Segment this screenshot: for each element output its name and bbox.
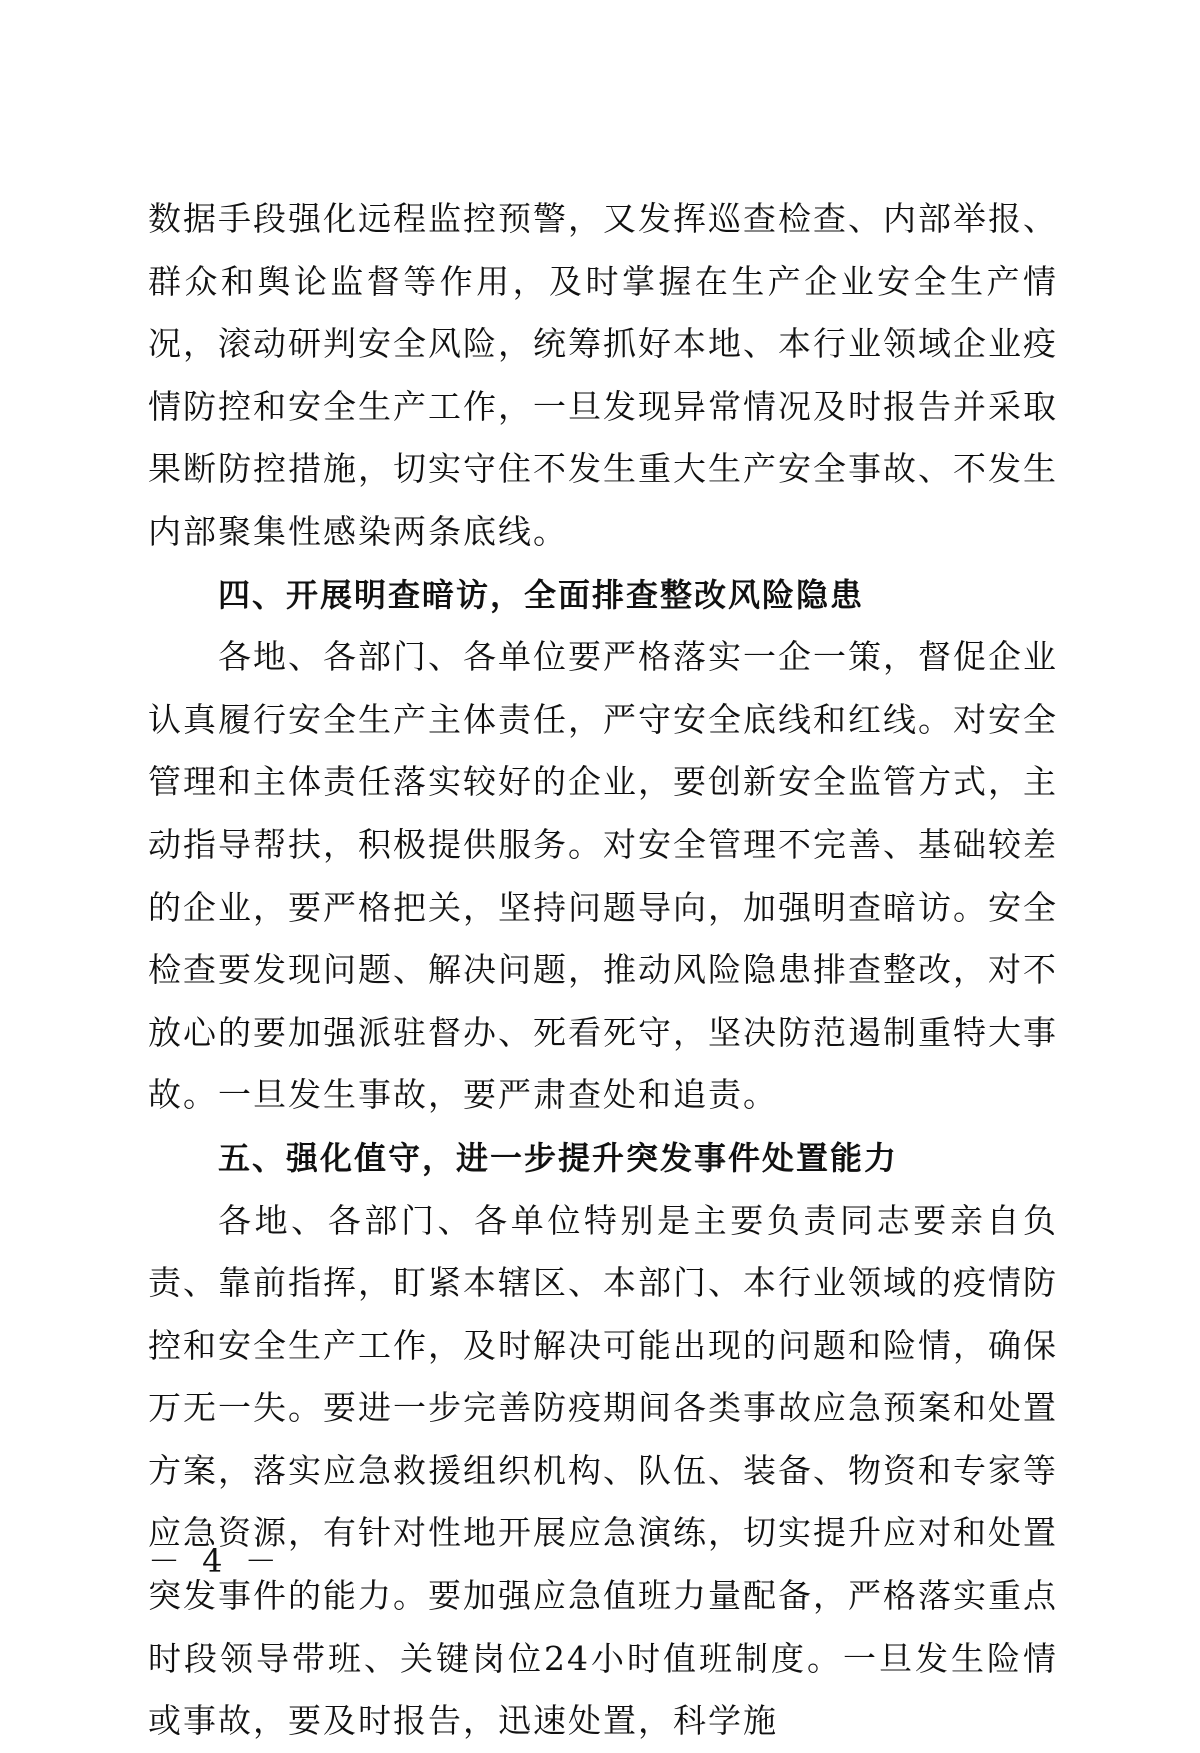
body-paragraph: 各地、各部门、各单位要严格落实一企一策，督促企业认真履行安全生产主体责任，严守安全底线和红线。对安全管理和主体责任落实较好的企业，要创新安全监管方式，主动指导帮扶，积极提供服务。对安全管理不完善、基础较差的企业，要严格把关，坚持问题导向，加强明查暗访。安全检查要发现问题、解决问题，推动风险隐患排查整改，对不放心的要加强派驻督办、死看死守，坚决防范遏制重特大事故。一旦发生事故，要严肃查处和追责。: [148, 637, 1058, 1115]
section-heading: 五、强化值守，进一步提升突发事件处置能力: [218, 1138, 899, 1177]
body-paragraph: 各地、各部门、各单位特别是主要负责同志要亲自负责、靠前指挥，盯紧本辖区、本部门、本行业领域的疫情防控和安全生产工作，及时解决可能出现的问题和险情，确保万无一失。要进一步完善防疫期间各类事故应急预案和处置方案，落实应急救援组织机构、队伍、装备、物资和专家等应急资源，有针对性地开展应急演练，切实提升应对和处置突发事件的能力。要加强应急值班力量配备，严格落实重点时段领导带班、关键岗位24小时值班制度。一旦发生险情或事故，要及时报告，迅速处置，科学施: [148, 1200, 1058, 1741]
page-number: － 4 －: [148, 1542, 283, 1580]
document-body: [148, 188, 1058, 1753]
body-paragraph: 数据手段强化远程监控预警，又发挥巡查检查、内部举报、群众和舆论监督等作用，及时掌握在生产企业安全生产情况，滚动研判安全风险，统筹抓好本地、本行业领域企业疫情防控和安全生产工作，一旦发现异常情况及时报告并采取果断防控措施，切实守住不发生重大生产安全事故、不发生内部聚集性感染两条底线。: [148, 199, 1058, 551]
section-heading: 四、开展明查暗访，全面排查整改风险隐患: [218, 575, 865, 614]
